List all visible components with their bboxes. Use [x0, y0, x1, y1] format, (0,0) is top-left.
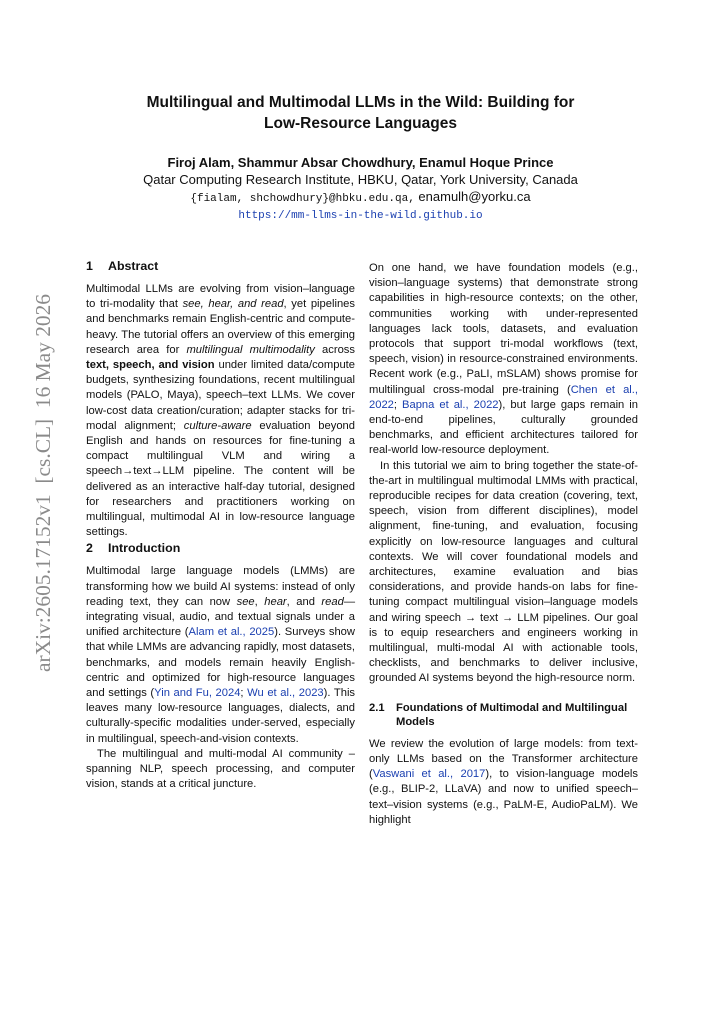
author-email-york: enamulh@yorku.ca	[414, 189, 531, 204]
intro-text: ;	[240, 687, 248, 700]
foundations-text: ), to vision-language models (e.g., BLIP-2, LLaVA) and now to unified speech–text–vision systems (e.g., PaLM-E, AudioPaLM). We highlight	[369, 768, 639, 826]
intro-text: ,	[254, 595, 265, 608]
arxiv-identifier: arXiv:2605.17152v1 [cs.CL] 16 May 2026	[31, 301, 55, 672]
intro-paragraph-1	[86, 564, 355, 746]
abstract-text: evaluation beyond English and hands on resources for fine-tuning a compact multilingual VLM and wiring a speech→text→LLM pipeline. The content will be delivered as an interactive half-day tutorial, designed for researchers and practitioners working on multilingual, multimodal AI in low-resource language settings.	[86, 419, 355, 539]
citation-link[interactable]: Wu et al., 2023	[247, 687, 324, 700]
abstract-paragraph	[86, 282, 355, 540]
intro-text: On one hand, we have foundation models (e.g., vision–language systems) that demonstrate strong capabilities in high-resource contexts; on the other, communities working with under-represented languages lack tools, datasets, and evaluation protocols that support tri-modal workflows (text, speech, vision) in resource-constrained environments. Recent work (e.g., PaLI, mSLAM) shows promise for multilingual cross-modal pre-training (	[369, 262, 638, 396]
intro-paragraph-4: In this tutorial we aim to bring together the state-of-the-art in multilingual multimodal LMMs with practical, reproducible recipes for data creation (covering, text, speech, vision from different disciplines), model alignment, fine-tuning, and evaluation, focusing explicitly on low-resource languages and cultural contexts. We will cover foundational models and architectures, examine evaluation and bias considerations, and provide hands-on labs for fine-tuning compact multilingual vision–language models and wiring speech → text → LLM pipelines. Our goal is to equip researchers and engineers working in multilingual, multi-modal AI with actionable tools, checklists, and benchmarks to deliver inclusive, grounded AI systems beyond the high-resource norm.	[369, 459, 638, 685]
paper-title	[100, 92, 621, 134]
abstract-emphasis: multilingual multimodality	[186, 343, 315, 356]
subsection-heading-foundations	[369, 701, 638, 729]
subsection-number: 2.1	[369, 701, 385, 714]
citation-link[interactable]: Chen et al., 2022	[369, 383, 639, 411]
author-affiliation: Qatar Computing Research Institute, HBKU, Qatar, York University, Canada	[143, 172, 578, 187]
abstract-text: across	[314, 343, 355, 356]
section-title: Abstract	[108, 259, 159, 273]
author-names: Firoj Alam, Shammur Absar Chowdhury, Enamul Hoque Prince	[167, 155, 554, 170]
section-heading-abstract	[86, 258, 355, 274]
abstract-text: Multimodal LLMs are evolving from vision–language to tri-modality that	[86, 283, 355, 311]
arxiv-identifier-sidebar	[22, 292, 62, 672]
subsection-title: Foundations of Multimodal and Multilingual Models	[396, 701, 628, 728]
intro-text: ). Surveys show that while LMMs are advancing rapidly, most datasets, benchmarks, and models remain heavily English-centric and optimized for high-resource languages and settings (	[86, 626, 355, 700]
intro-paragraph-2: The multilingual and multi-modal AI community – spanning NLP, speech processing, and computer vision, stands at a critical juncture.	[86, 747, 355, 791]
abstract-emphasis: see, hear, and read	[182, 298, 284, 311]
author-emails-hbku: {fialam, shchowdhury}@hbku.edu.qa,	[190, 193, 415, 205]
abstract-bold: text, speech, and vision	[86, 359, 215, 372]
intro-emphasis: read	[321, 595, 344, 608]
intro-text: Multimodal large language models (LMMs) are transforming how we build AI systems: instead of only reading text, they can now	[86, 565, 355, 608]
tutorial-url-link[interactable]: https://mm-llms-in-the-wild.github.io	[238, 210, 483, 222]
intro-emphasis: see	[236, 595, 255, 608]
intro-text: ), but large gaps remain in end-to-end pipelines, culturally grounded benchmarks, and efficient architectures tailored for real-world low-resource deployment.	[369, 398, 638, 457]
intro-emphasis: hear	[264, 595, 287, 608]
intro-text: —integrating visual, audio, and textual signals under a unified architecture (	[86, 595, 355, 639]
foundations-paragraph	[369, 737, 638, 828]
intro-text: ). This leaves many low-resource languages, dialects, and culturally-specific modalities under-served, especially in multilingual, speech-and-vision contexts.	[86, 687, 356, 745]
paper-title-line-2: Low-Resource Languages	[264, 115, 457, 132]
author-block	[60, 154, 661, 225]
section-heading-introduction	[86, 540, 355, 556]
abstract-text: under limited data/compute budgets, synthesizing foundations, recent multilingual models (PALO, Maya), speech–text LLMs. We cover low-cost data creation/curation; adapter stacks for tri-modal alignment;	[86, 359, 355, 432]
intro-text: , and	[286, 595, 322, 608]
left-column	[86, 258, 355, 793]
section-number: 2	[86, 541, 93, 556]
section-number: 1	[86, 259, 93, 273]
citation-link[interactable]: Yin and Fu, 2024	[154, 687, 241, 700]
foundations-text: We review the evolution of large models: from text-only LLMs based on the Transformer architecture (	[369, 737, 638, 781]
paper-title-line-1: Multilingual and Multimodal LLMs in the Wild: Building for	[146, 94, 575, 111]
citation-link[interactable]: Vaswani et al., 2017	[372, 768, 486, 781]
section-title: Introduction	[108, 541, 181, 556]
author-emails	[60, 188, 661, 208]
citation-link[interactable]: Alam et al., 2025	[188, 626, 275, 639]
right-column	[369, 261, 638, 828]
citation-link[interactable]: Bapna et al., 2022	[402, 398, 499, 411]
intro-paragraph-3	[369, 261, 638, 459]
intro-text: ;	[393, 398, 403, 411]
abstract-emphasis: culture-aware	[183, 419, 252, 432]
abstract-text: , yet pipelines and benchmarks remain English-centric and compute-heavy. The tutorial offers an overview of this emerging research area for	[86, 298, 355, 356]
